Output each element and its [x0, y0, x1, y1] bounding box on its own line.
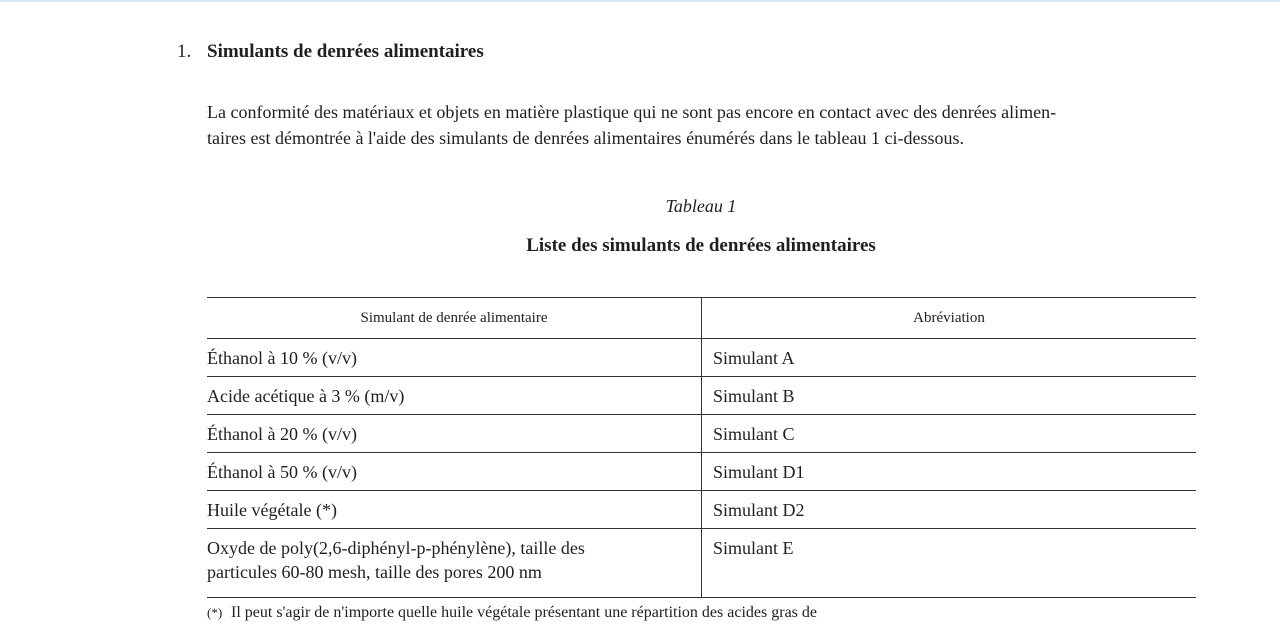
footnote-text: Il peut s'agir de n'importe quelle huile végétale présentant une répartition des acides gras de: [231, 604, 817, 621]
top-border: [0, 0, 1280, 2]
table-row: [207, 453, 1196, 491]
simulant-cell: Huile végétale (*): [207, 491, 702, 529]
simulant-cell: [207, 529, 702, 598]
intro-line-2: taires est démontrée à l'aide des simulants de denrées alimentaires énumérés dans le tableau 1 ci-dessous.: [207, 128, 964, 148]
abbreviation-cell: Simulant D1: [702, 453, 1197, 491]
intro-paragraph: [207, 99, 1197, 151]
table-row: [207, 339, 1196, 377]
abbreviation-cell: Simulant E: [702, 529, 1197, 598]
abbreviation-cell: Simulant A: [702, 339, 1197, 377]
simulant-line-2: particules 60-80 mesh, taille des pores 200 nm: [207, 562, 542, 582]
section-heading: [177, 41, 484, 63]
simulant-cell: Éthanol à 20 % (v/v): [207, 415, 702, 453]
table-row: [207, 491, 1196, 529]
table-row: [207, 529, 1196, 598]
abbreviation-cell: Simulant D2: [702, 491, 1197, 529]
table-row: [207, 415, 1196, 453]
intro-line-1: La conformité des matériaux et objets en matière plastique qui ne sont pas encore en contact avec des denrées alimen-: [207, 102, 1057, 122]
section-number: 1.: [177, 41, 192, 62]
section-title: Simulants de denrées alimentaires: [207, 41, 484, 62]
header-simulant: Simulant de denrée alimentaire: [207, 298, 702, 339]
table-row: [207, 377, 1196, 415]
simulant-cell: Éthanol à 50 % (v/v): [207, 453, 702, 491]
simulant-cell: Acide acétique à 3 % (m/v): [207, 377, 702, 415]
header-abbreviation: Abréviation: [702, 298, 1197, 339]
simulant-line-1: Oxyde de poly(2,6-diphényl-p-phénylène), taille des: [207, 538, 585, 558]
simulants-table: [207, 297, 1196, 598]
footnote: [207, 604, 817, 622]
simulant-cell: Éthanol à 10 % (v/v): [207, 339, 702, 377]
abbreviation-cell: Simulant C: [702, 415, 1197, 453]
table-label: Tableau 1: [665, 196, 737, 216]
footnote-marker: (*): [207, 605, 223, 620]
abbreviation-cell: Simulant B: [702, 377, 1197, 415]
table-header-row: [207, 298, 1196, 339]
table-title: Liste des simulants de denrées alimentaires: [526, 235, 876, 256]
